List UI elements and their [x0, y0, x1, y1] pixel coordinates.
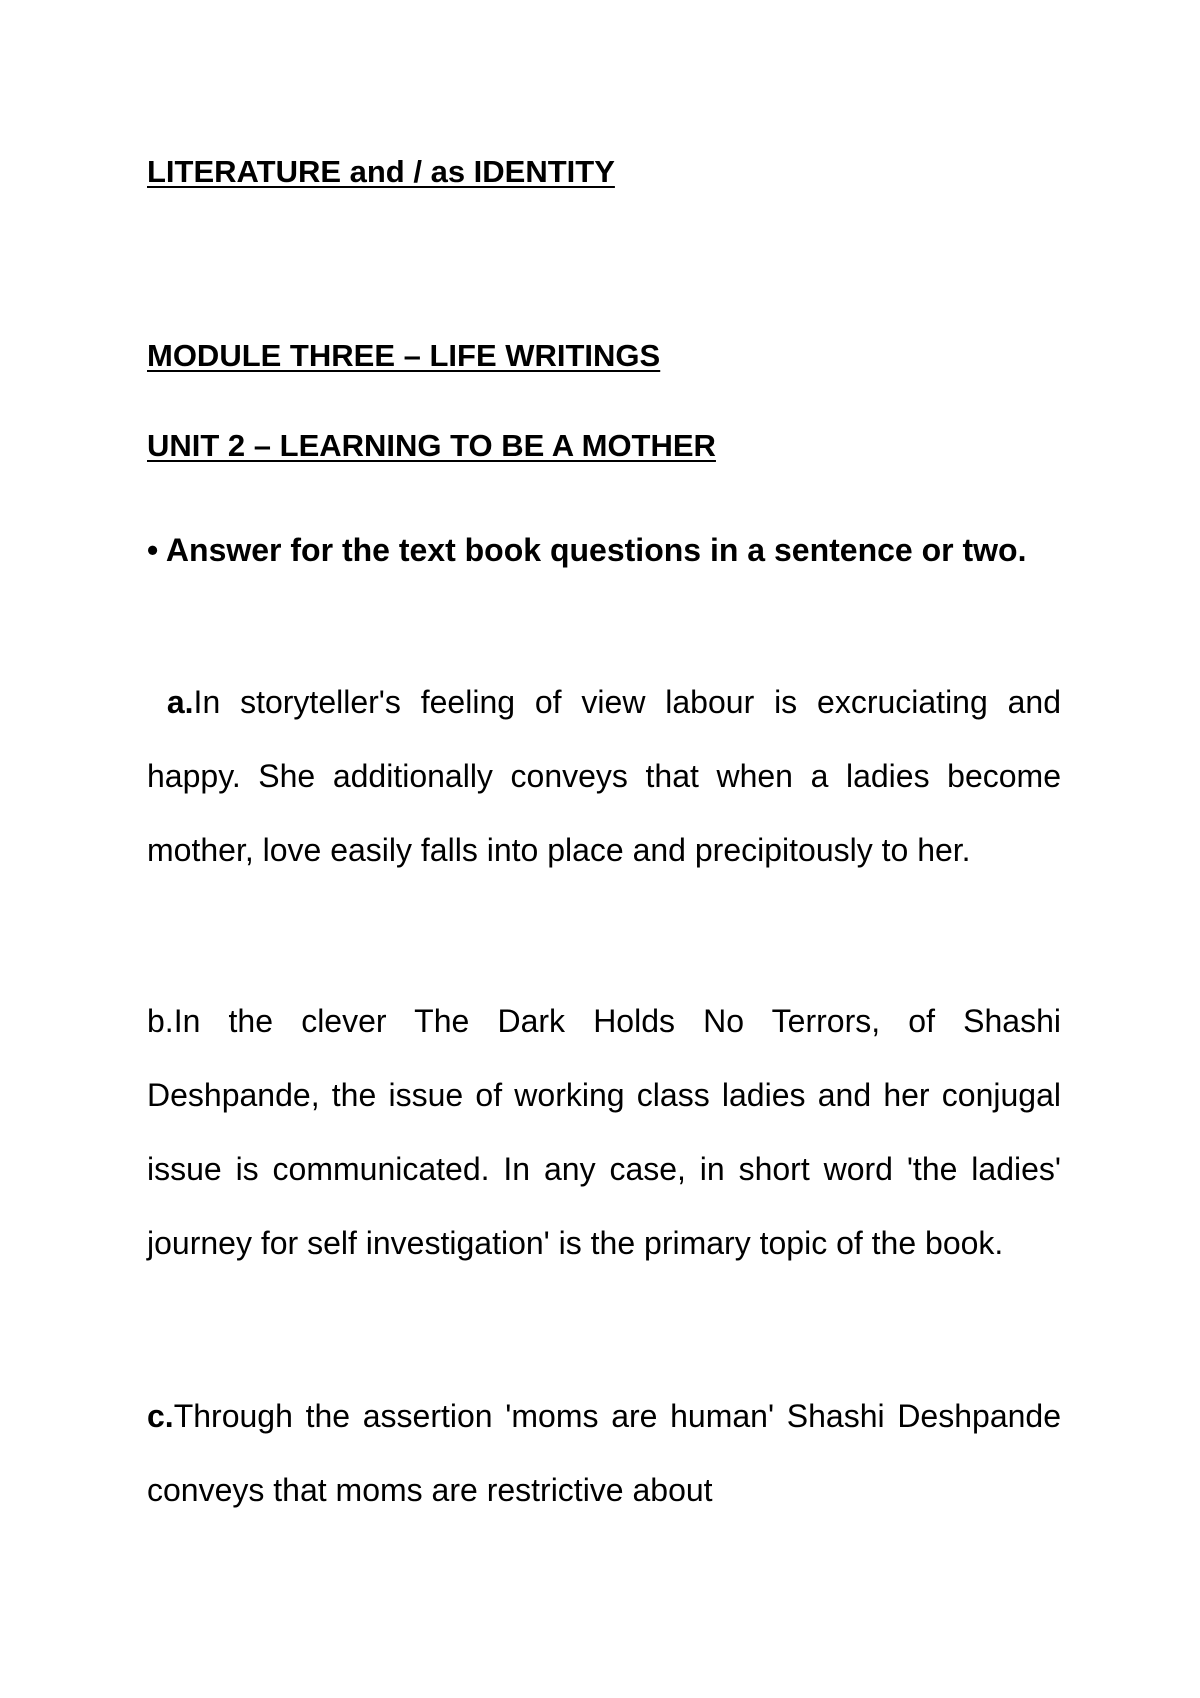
- module-heading: MODULE THREE – LIFE WRITINGS: [147, 338, 661, 373]
- answer-marker: b.: [147, 1003, 174, 1039]
- answer-marker: c.: [147, 1398, 174, 1434]
- document-title: LITERATURE and / as IDENTITY: [147, 154, 615, 189]
- unit-heading: UNIT 2 – LEARNING TO BE A MOTHER: [147, 428, 716, 463]
- instruction-bullet: • Answer for the text book questions in a sentence or two.: [147, 532, 1027, 568]
- answer-text: In the clever The Dark Holds No Terrors, of Shashi Deshpande, the issue of working class ladies and her conjugal issue is communicated. In any case, in short word 'the ladies' journey for self investigation' is the primary topic of the book.: [147, 1003, 1061, 1261]
- answer-text: In storyteller's feeling of view labour is excruciating and happy. She additionally conveys that when a ladies become mother, love easily falls into place and precipitously to her.: [147, 684, 1062, 868]
- answer-a: [147, 665, 1061, 887]
- answer-b: [147, 984, 1061, 1280]
- answer-text: Through the assertion 'moms are human' Shashi Deshpande conveys that moms are restrictive about: [147, 1398, 1061, 1508]
- answer-c: [147, 1379, 1061, 1527]
- answer-marker: a.: [166, 684, 194, 720]
